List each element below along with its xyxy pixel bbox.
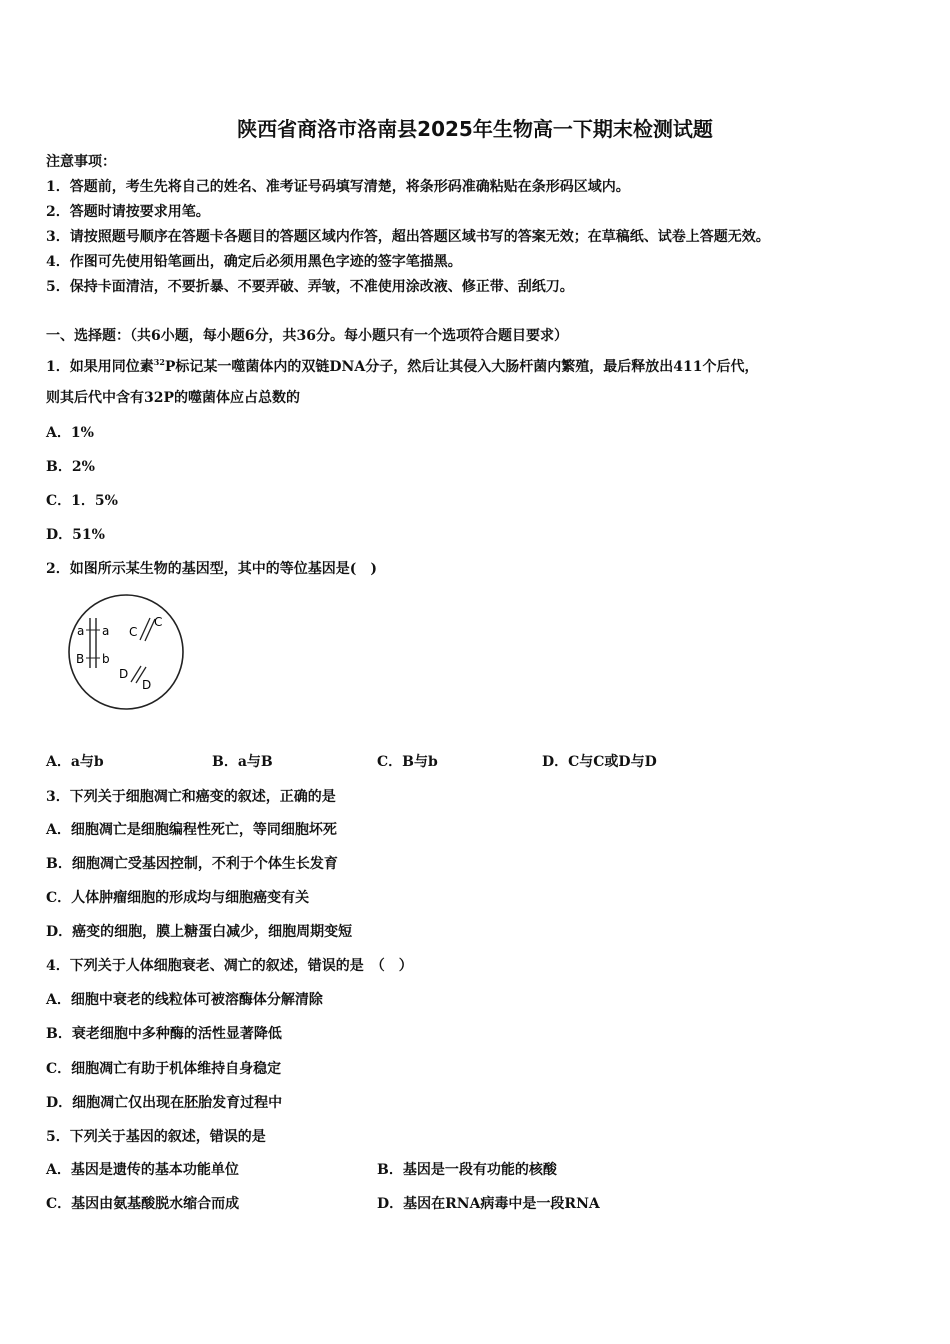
gene-label-b: b — [102, 652, 110, 666]
question-5-option-a[interactable]: A．基因是遗传的基本功能单位 — [46, 1162, 239, 1178]
isotope-superscript: 32 — [153, 357, 165, 367]
cell-outline — [69, 595, 183, 709]
question-2-option-a[interactable]: A．a与b — [46, 754, 104, 770]
question-1-option-b[interactable]: B．2% — [46, 459, 95, 475]
question-5-option-b[interactable]: B．基因是一段有功能的核酸 — [377, 1162, 557, 1178]
question-1-stem-line2: 则其后代中含有32P的噬菌体应占总数的 — [46, 390, 301, 406]
question-1-option-d[interactable]: D．51% — [46, 527, 105, 543]
question-2-option-b[interactable]: B．a与B — [212, 754, 273, 770]
question-2-stem: 2．如图所示某生物的基因型，其中的等位基因是( ) — [46, 561, 377, 577]
question-3-option-d[interactable]: D．癌变的细胞，膜上糖蛋白减少，细胞周期变短 — [46, 924, 353, 940]
notice-item: 2．答题时请按要求用笔。 — [46, 204, 210, 220]
question-3-stem: 3．下列关于细胞凋亡和癌变的叙述，正确的是 — [46, 789, 336, 805]
question-5-option-d[interactable]: D．基因在RNA病毒中是一段RNA — [377, 1196, 600, 1212]
question-4-stem: 4．下列关于人体细胞衰老、凋亡的叙述，错误的是 （ ） — [46, 958, 413, 974]
question-3-option-b[interactable]: B．细胞凋亡受基因控制，不利于个体生长发育 — [46, 856, 338, 872]
question-1-option-c[interactable]: C．1．5% — [46, 493, 118, 509]
question-3-option-a[interactable]: A．细胞凋亡是细胞编程性死亡，等同细胞坏死 — [46, 822, 337, 838]
gene-label-D-left: D — [119, 667, 129, 681]
gene-label-a-right: a — [102, 624, 110, 638]
question-4-option-d[interactable]: D．细胞凋亡仅出现在胚胎发育过程中 — [46, 1095, 283, 1111]
genotype-cell-diagram — [62, 588, 190, 714]
question-2-option-d[interactable]: D．C与C或D与D — [542, 754, 657, 770]
question-4-option-c[interactable]: C．细胞凋亡有助于机体维持自身稳定 — [46, 1061, 282, 1077]
page-title: 陕西省商洛市洛南县2025年生物高一下期末检测试题 — [237, 117, 713, 141]
question-5-option-c[interactable]: C．基因由氨基酸脱水缩合而成 — [46, 1196, 240, 1212]
question-1-stem — [46, 352, 758, 377]
chromosome-d-left — [131, 666, 141, 682]
gene-label-C-left: C — [129, 625, 138, 639]
question-4-option-b[interactable]: B．衰老细胞中多种酶的活性显著降低 — [46, 1026, 282, 1042]
gene-label-D-right: D — [142, 678, 152, 692]
section-heading: 一、选择题：（共6小题，每小题6分，共36分。每小题只有一个选项符合题目要求） — [46, 328, 568, 344]
notice-heading: 注意事项： — [46, 154, 116, 170]
notice-item: 1．答题前，考生先将自己的姓名、准考证号码填写清楚，将条形码准确粘贴在条形码区域内。 — [46, 179, 630, 195]
gene-label-a-left: a — [77, 624, 85, 638]
question-2-option-c[interactable]: C．B与b — [377, 754, 438, 770]
question-5-stem: 5．下列关于基因的叙述，错误的是 — [46, 1129, 266, 1145]
question-1-option-a[interactable]: A．1% — [46, 425, 94, 441]
gene-label-B: B — [76, 652, 85, 666]
question-1-stem-part-a: 1．如果用同位素 — [46, 359, 154, 375]
notice-item: 4．作图可先使用铅笔画出，确定后必须用黑色字迹的签字笔描黑。 — [46, 254, 462, 270]
notice-item: 5．保持卡面清洁，不要折暴、不要弄破、弄皱，不准使用涂改液、修正带、刮纸刀。 — [46, 279, 574, 295]
question-4-option-a[interactable]: A．细胞中衰老的线粒体可被溶酶体分解清除 — [46, 992, 323, 1008]
question-1-stem-part-b: P标记某一噬菌体内的双链DNA分子，然后让其侵入大肠杆菌内繁殖，最后释放出411个后代， — [164, 359, 759, 375]
notice-item: 3．请按照题号顺序在答题卡各题目的答题区域内作答，超出答题区域书写的答案无效；在草稿纸、试卷上答题无效。 — [46, 229, 770, 245]
question-3-option-c[interactable]: C．人体肿瘤细胞的形成均与细胞癌变有关 — [46, 890, 310, 906]
gene-label-C-right: C — [154, 615, 163, 629]
chromosome-c-left — [140, 618, 150, 640]
